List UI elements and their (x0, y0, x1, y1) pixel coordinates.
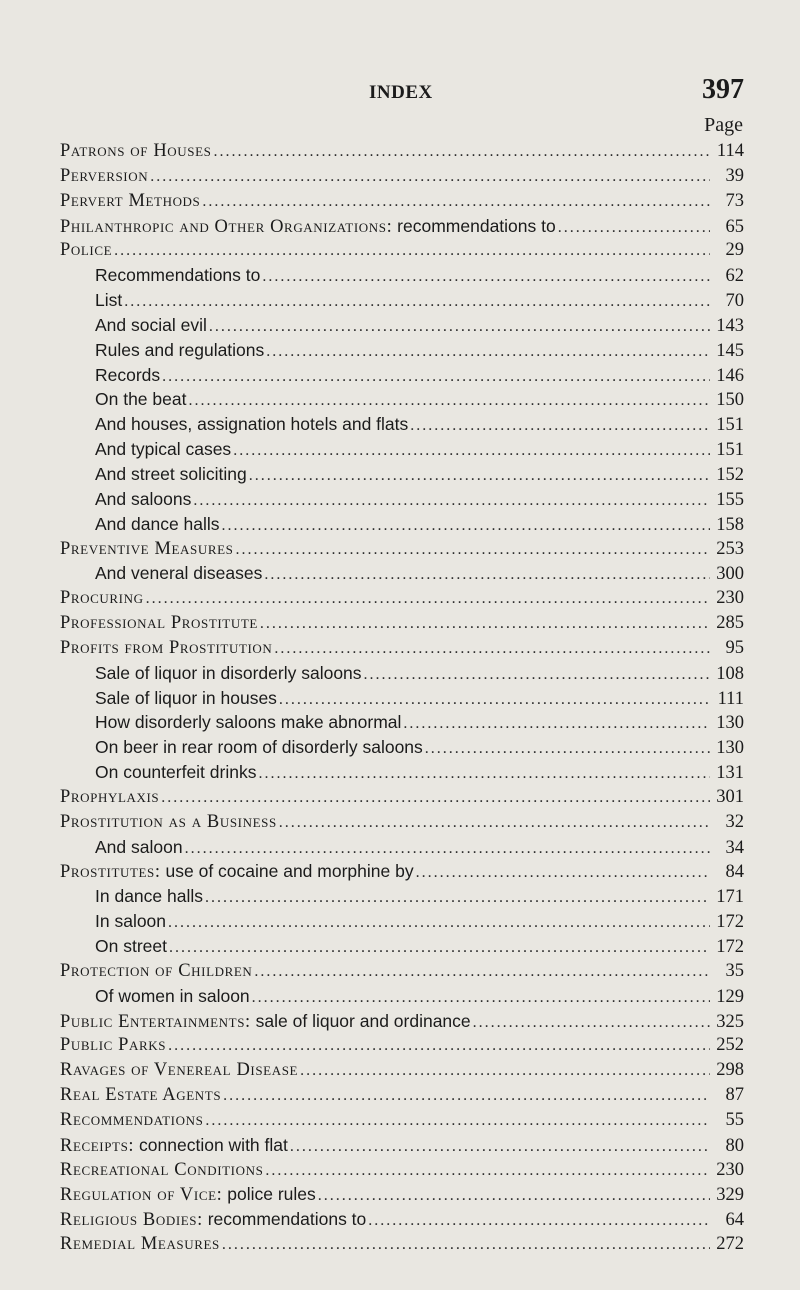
entry-heading (60, 1232, 220, 1257)
index-entry (60, 611, 744, 636)
index-subentry (60, 263, 744, 288)
subentry-text: Records (95, 364, 161, 385)
page-column-label: Page (704, 114, 743, 136)
dot-leader (274, 637, 710, 662)
entry-heading-text: Philanthropic and Other Organizations: (60, 216, 393, 237)
dot-leader (252, 986, 710, 1011)
entry-page-number: 108 (716, 663, 744, 684)
entry-page-number: 62 (725, 266, 744, 287)
entry-heading-text: Public Entertainments: (60, 1011, 251, 1032)
dot-leader (185, 837, 710, 862)
index-entry (60, 1009, 744, 1034)
entry-page-number: 87 (725, 1085, 744, 1106)
dot-leader (558, 216, 710, 241)
dot-leader (188, 389, 710, 414)
entry-heading (60, 859, 414, 885)
index-entry (60, 1232, 744, 1257)
dot-leader (114, 239, 710, 264)
subentry-text: On counterfeit drinks (95, 762, 257, 783)
dot-leader (265, 1159, 710, 1184)
entry-heading (60, 1108, 203, 1133)
entry-heading-text: Profits from Prostitution (60, 637, 273, 658)
dot-leader (279, 688, 710, 713)
dot-leader (124, 290, 710, 315)
dot-leader (162, 365, 710, 390)
dot-leader (364, 663, 710, 688)
entry-page-number: 329 (716, 1185, 744, 1206)
entry-heading-text: Protection of Children (60, 960, 253, 981)
entry-page-number: 111 (717, 688, 744, 709)
index-subentry (60, 412, 744, 437)
entry-heading (60, 636, 272, 661)
dot-leader (290, 1135, 710, 1160)
index-subentry (60, 313, 744, 338)
entry-heading (60, 1083, 221, 1108)
index-entry (60, 164, 744, 189)
entry-qualifier: recommendations to (392, 215, 556, 236)
entry-page-number: 64 (725, 1210, 744, 1231)
dot-leader (233, 439, 710, 464)
dot-leader (222, 514, 710, 539)
page-number: 397 (702, 74, 744, 105)
index-entry (60, 139, 744, 164)
index-subentry (60, 686, 744, 711)
dot-leader (168, 911, 710, 936)
entry-page-number: 39 (725, 165, 744, 186)
entry-page-number: 301 (716, 786, 744, 807)
index-subentry (60, 338, 744, 363)
entry-qualifier: sale of liquor and ordinance (250, 1010, 471, 1031)
entry-page-number: 230 (716, 1159, 744, 1180)
entry-heading (60, 785, 159, 810)
entry-page-number: 230 (716, 588, 744, 609)
subentry-text: And saloon (95, 836, 183, 857)
entry-heading-text: Prophylaxis (60, 786, 160, 807)
entry-heading (60, 1182, 316, 1208)
entry-page-number: 29 (725, 240, 744, 261)
index-entry (60, 1207, 744, 1232)
dot-leader (222, 1233, 710, 1258)
index-subentry (60, 661, 744, 686)
entry-heading-text: Recreational Conditions (60, 1159, 264, 1180)
index-entry (60, 1033, 744, 1058)
entry-page-number: 70 (725, 291, 744, 312)
dot-leader (258, 762, 710, 787)
index-entry (60, 636, 744, 661)
subentry-text: In dance halls (95, 886, 203, 907)
index-entry (60, 1058, 744, 1083)
subentry-text: And saloons (95, 488, 192, 509)
entry-heading-text: Religious Bodies: (60, 1210, 203, 1231)
entry-qualifier: use of cocaine and morphine by (160, 861, 414, 882)
subentry-text: Recommendations to (95, 265, 261, 286)
index-subentry (60, 437, 744, 462)
index-subentry (60, 984, 744, 1009)
entry-page-number: 146 (716, 365, 744, 386)
subentry-text: On street (95, 936, 167, 956)
subentry-text: And houses, assignation hotels and flats (95, 414, 409, 435)
entry-page-number: 129 (716, 986, 744, 1007)
index-entry (60, 959, 744, 984)
entry-page-number: 65 (725, 216, 744, 237)
entry-page-number: 300 (716, 564, 744, 585)
dot-leader (410, 414, 710, 439)
entry-page-number: 130 (716, 738, 744, 759)
entry-page-number: 151 (716, 440, 744, 461)
entry-heading (60, 189, 200, 214)
entry-page-number: 155 (716, 489, 744, 510)
entry-page-number: 73 (725, 190, 744, 211)
entry-heading (60, 810, 277, 835)
running-title: INDEX (369, 82, 433, 103)
entry-page-number: 32 (725, 811, 744, 832)
subentry-text: In saloon (95, 911, 167, 932)
entry-heading (60, 537, 233, 562)
subentry-text: Of women in saloon (95, 985, 250, 1006)
dot-leader (425, 737, 710, 762)
index-list (60, 139, 744, 1257)
dot-leader (193, 489, 710, 514)
entry-heading-text: Prostitutes: (60, 862, 161, 883)
entry-heading (60, 238, 112, 263)
dot-leader (209, 315, 710, 340)
dot-leader (249, 464, 710, 489)
index-subentry (60, 909, 744, 934)
entry-page-number: 150 (716, 390, 744, 411)
entry-heading-text: Remedial Measures (60, 1234, 220, 1255)
entry-heading (60, 1009, 471, 1035)
subentry-text: How disorderly saloons make abnormal (95, 712, 402, 733)
entry-heading-text: Regulation of Vice: (60, 1185, 223, 1206)
entry-heading (60, 164, 148, 189)
entry-page-number: 151 (716, 415, 744, 436)
subentry-text: List (95, 290, 123, 311)
entry-heading (60, 959, 252, 984)
index-subentry (60, 487, 744, 512)
entry-heading (60, 1207, 366, 1233)
index-entry (60, 238, 744, 263)
index-entry (60, 537, 744, 562)
entry-heading (60, 1058, 298, 1083)
entry-page-number: 252 (716, 1035, 744, 1056)
entry-heading-text: Prostitution as a Business (60, 811, 277, 832)
index-subentry (60, 462, 744, 487)
index-entry (60, 1108, 744, 1133)
entry-heading (60, 586, 144, 611)
dot-leader (205, 1109, 710, 1134)
dot-leader (368, 1209, 710, 1234)
index-entry (60, 859, 744, 884)
subentry-text: And street soliciting (95, 463, 247, 484)
dot-leader (223, 1084, 710, 1109)
dot-leader (168, 1034, 710, 1059)
index-entry (60, 214, 744, 239)
index-entry (60, 810, 744, 835)
entry-heading (60, 1133, 288, 1159)
entry-heading-text: Professional Prostitute (60, 613, 258, 634)
subentry-text: On beer in rear room of disorderly saloons (95, 737, 423, 758)
entry-page-number: 298 (716, 1060, 744, 1081)
entry-page-number: 95 (725, 637, 744, 658)
entry-heading (60, 214, 556, 240)
dot-leader (266, 340, 710, 365)
index-subentry (60, 710, 744, 735)
dot-leader (318, 1184, 710, 1209)
index-entry (60, 586, 744, 611)
entry-heading (60, 139, 211, 164)
index-entry (60, 785, 744, 810)
entry-page-number: 55 (725, 1109, 744, 1130)
entry-page-number: 131 (716, 763, 744, 784)
entry-page-number: 272 (716, 1234, 744, 1255)
subentry-text: And typical cases (95, 439, 232, 460)
dot-leader (260, 612, 710, 637)
subentry-text: And dance halls (95, 513, 220, 534)
dot-leader (264, 563, 710, 588)
entry-page-number: 80 (725, 1135, 744, 1156)
entry-heading-text: Recommendations (60, 1109, 204, 1130)
index-subentry (60, 934, 744, 959)
entry-page-number: 35 (725, 960, 744, 981)
index-subentry (60, 884, 744, 909)
subentry-text: And social evil (95, 314, 207, 335)
index-entry (60, 1083, 744, 1108)
index-entry (60, 1158, 744, 1183)
entry-page-number: 143 (716, 315, 744, 336)
entry-heading-text: Pervert Methods (60, 190, 201, 211)
subentry-text: Sale of liquor in houses (95, 687, 277, 708)
dot-leader (403, 712, 710, 737)
entry-heading-text: Perversion (60, 165, 149, 186)
dot-leader (235, 538, 710, 563)
dot-leader (473, 1011, 710, 1036)
dot-leader (202, 190, 710, 215)
entry-heading-text: Procuring (60, 588, 144, 609)
dot-leader (254, 960, 710, 985)
entry-page-number: 114 (716, 141, 744, 161)
index-subentry (60, 735, 744, 760)
index-entry (60, 1182, 744, 1207)
entry-heading-text: Patrons of Houses (60, 141, 212, 161)
index-subentry (60, 512, 744, 537)
entry-heading-text: Preventive Measures (60, 538, 234, 559)
entry-page-number: 171 (716, 887, 744, 908)
index-entry (60, 189, 744, 214)
entry-page-number: 34 (725, 837, 744, 858)
entry-heading-text: Receipts: (60, 1135, 135, 1156)
entry-heading-text: Ravages of Venereal Disease (60, 1060, 299, 1081)
entry-heading-text: Police (60, 240, 113, 261)
entry-qualifier: recommendations to (202, 1209, 367, 1230)
subentry-text: Rules and regulations (95, 339, 265, 360)
dot-leader (300, 1059, 710, 1084)
entry-page-number: 285 (716, 613, 744, 634)
entry-page-number: 325 (716, 1011, 744, 1032)
entry-page-number: 152 (716, 464, 744, 485)
dot-leader (213, 140, 710, 165)
entry-heading-text: Public Parks (60, 1035, 167, 1056)
dot-leader (205, 886, 710, 911)
subentry-text: And veneral diseases (95, 563, 263, 584)
entry-qualifier: connection with flat (134, 1134, 288, 1155)
entry-page-number: 130 (716, 713, 744, 734)
entry-page-number: 158 (716, 514, 744, 535)
entry-heading (60, 611, 258, 636)
entry-page-number: 253 (716, 538, 744, 559)
subentry-text: On the beat (95, 389, 187, 410)
entry-page-number: 172 (716, 912, 744, 933)
entry-heading-text: Real Estate Agents (60, 1085, 222, 1106)
index-subentry (60, 363, 744, 388)
dot-leader (161, 786, 710, 811)
dot-leader (169, 936, 710, 961)
dot-leader (146, 587, 710, 612)
index-subentry (60, 387, 744, 412)
subentry-text: Sale of liquor in disorderly saloons (95, 662, 362, 683)
dot-leader (150, 165, 710, 190)
entry-heading (60, 1158, 263, 1183)
index-subentry (60, 288, 744, 313)
index-subentry (60, 760, 744, 785)
entry-heading (60, 1033, 166, 1058)
index-entry (60, 1133, 744, 1158)
dot-leader (279, 811, 710, 836)
dot-leader (262, 265, 710, 290)
entry-page-number: 172 (716, 937, 744, 957)
index-subentry (60, 835, 744, 860)
entry-page-number: 84 (725, 862, 744, 883)
dot-leader (416, 861, 710, 886)
index-subentry (60, 561, 744, 586)
entry-qualifier: police rules (222, 1184, 316, 1205)
entry-page-number: 145 (716, 340, 744, 361)
page-header (60, 72, 744, 112)
